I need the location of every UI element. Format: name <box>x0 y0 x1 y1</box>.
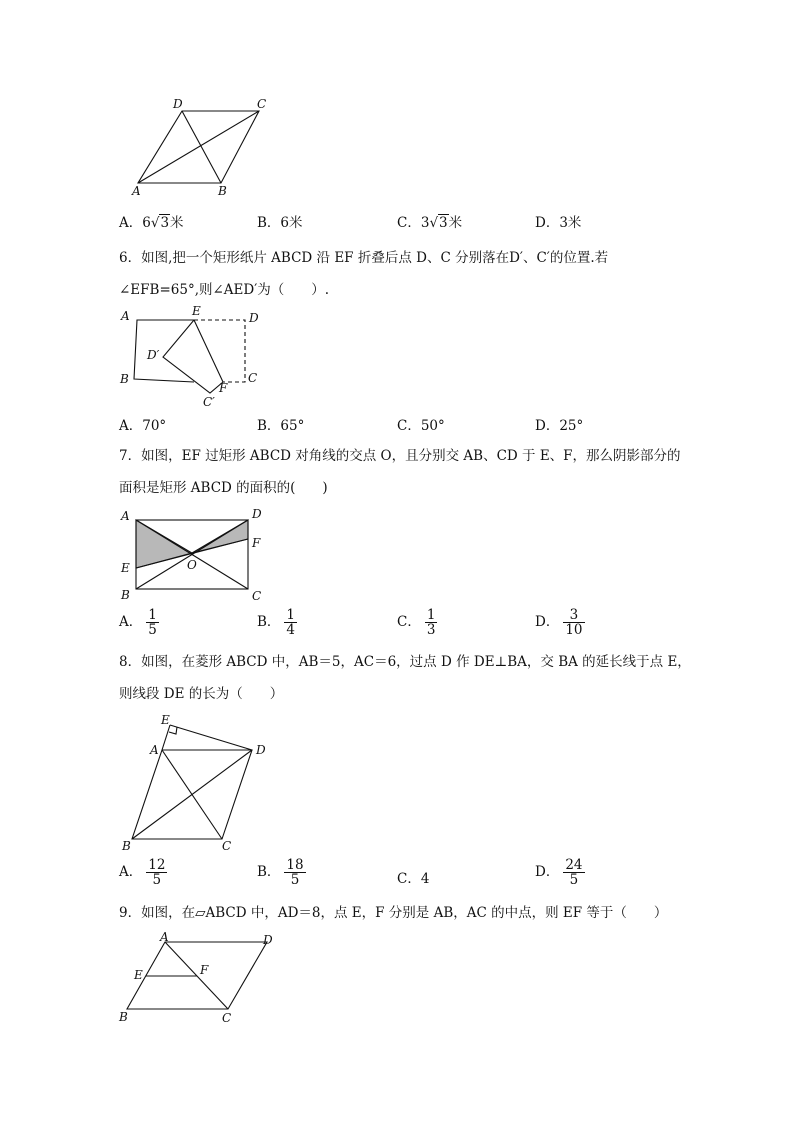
q8-segment-de <box>170 725 252 750</box>
q8-label-e: E <box>161 713 170 727</box>
q5-diagonal-bd <box>182 111 221 183</box>
q5-option-b[interactable] <box>257 211 303 231</box>
q6-label-d: D <box>249 311 259 325</box>
q8-option-c-letter: C． <box>397 871 421 887</box>
q7-label-a: A <box>121 509 130 523</box>
q9-figure <box>115 930 285 1030</box>
q6-left-edge <box>134 320 194 382</box>
q8-option-a-fraction: $\frac{12}{5}$ <box>148 857 166 888</box>
q6-option-a-text: 70° <box>142 418 167 434</box>
q7-text-line1: 7．如图，EF 过矩形 ABCD 对角线的交点 O，且分别交 AB、CD 于 E、F，那么阴影部分的 <box>119 448 681 464</box>
q5-option-a-sqrt: √3 <box>150 215 170 231</box>
q6-option-b-text: 65° <box>280 418 305 434</box>
q5-option-a-coef: 6 <box>142 215 151 231</box>
q7-option-b[interactable] <box>257 608 297 637</box>
q8-right-angle-mark <box>169 727 177 734</box>
q7-option-d-letter: D． <box>535 614 560 630</box>
q8-option-a[interactable] <box>119 858 167 887</box>
q7-text-line2: 面积是矩形 ABCD 的面积的( ) <box>119 480 328 496</box>
q6-label-c-prime: C′ <box>203 395 215 409</box>
q8-label-c: C <box>222 839 232 853</box>
q5-diagonal-ac <box>138 111 259 183</box>
q7-option-a-fraction: $\frac{1}{5}$ <box>148 607 157 638</box>
q7-figure <box>115 505 275 605</box>
q9-label-a: A <box>160 930 169 944</box>
q7-label-e: E <box>121 561 130 575</box>
q8-diagonal-bd <box>132 750 252 839</box>
q8-option-c[interactable] <box>397 867 429 887</box>
q6-dashed-original <box>194 320 245 382</box>
q5-option-c-coef: 3 <box>420 215 430 231</box>
q5-option-c[interactable] <box>397 211 462 231</box>
q7-option-b-letter: B． <box>257 614 281 630</box>
q7-option-b-fraction: $\frac{1}{4}$ <box>286 607 296 638</box>
q8-label-a: A <box>150 743 159 757</box>
q6-option-a[interactable] <box>119 414 166 434</box>
q6-label-d-prime: D′ <box>147 348 160 362</box>
q5-option-b-letter: B． <box>257 215 281 231</box>
q8-label-b: B <box>122 839 131 853</box>
q8-option-d[interactable] <box>535 858 585 887</box>
q7-option-a[interactable] <box>119 608 159 637</box>
q7-option-d-fraction: $\frac{3}{10}$ <box>565 607 583 638</box>
q7-label-c: C <box>252 589 262 603</box>
q8-text-line1: 8．如图，在菱形 ABCD 中，AB＝5，AC＝6，过点 D 作 DE⊥BA，交 BA 的延长线于点 E， <box>119 654 691 670</box>
q5-option-c-letter: C． <box>397 215 421 231</box>
q5-label-c: C <box>257 97 267 111</box>
q5-option-b-text: 6米 <box>280 215 303 231</box>
q5-option-c-sqrt: √3 <box>429 215 448 231</box>
q5-option-c-unit: 米 <box>448 215 463 231</box>
q8-option-b-letter: B． <box>257 864 281 880</box>
q6-option-c-text: 50° <box>420 418 445 434</box>
q6-label-c: C <box>248 371 258 385</box>
q7-label-o: O <box>187 558 197 572</box>
q6-label-e: E <box>192 304 201 318</box>
q6-fold-ef <box>194 320 223 382</box>
q6-label-f: F <box>219 381 228 395</box>
q6-option-d-letter: D． <box>535 418 560 434</box>
q6-text-line1: 6．如图,把一个矩形纸片 ABCD 沿 EF 折叠后点 D、C 分别落在D′、C′的位置.若 <box>119 250 609 266</box>
q9-label-e: E <box>134 968 143 982</box>
q7-label-d: D <box>252 507 262 521</box>
q6-option-d-text: 25° <box>559 418 584 434</box>
q6-label-b: B <box>120 372 129 386</box>
q7-option-d[interactable] <box>535 608 585 637</box>
q9-label-b: B <box>119 1010 128 1024</box>
q7-label-b: B <box>121 588 130 602</box>
q9-label-c: C <box>222 1011 232 1025</box>
q8-option-a-letter: A． <box>119 864 143 880</box>
q7-option-c[interactable] <box>397 608 437 637</box>
q9-label-f: F <box>200 963 209 977</box>
q6-figure <box>115 300 275 415</box>
q8-figure <box>115 708 280 858</box>
q6-option-a-letter: A． <box>119 418 143 434</box>
q8-option-c-text: 4 <box>420 871 430 887</box>
q8-option-d-letter: D． <box>535 864 560 880</box>
q6-text-line2: ∠EFB=65°,则∠AED′为（ ）. <box>119 282 330 298</box>
q7-option-c-fraction: $\frac{1}{3}$ <box>426 607 436 638</box>
q8-option-b[interactable] <box>257 858 306 887</box>
q8-option-b-fraction: $\frac{18}{5}$ <box>286 857 304 888</box>
q5-option-d[interactable] <box>535 211 581 231</box>
q5-option-a-unit: 米 <box>170 215 184 231</box>
q8-extension-ae <box>162 725 170 750</box>
q8-text-line2: 则线段 DE 的长为（ ） <box>119 686 284 702</box>
q6-label-a: A <box>121 309 130 323</box>
q7-label-f: F <box>252 536 261 550</box>
q5-figure <box>125 95 285 200</box>
q7-option-c-letter: C． <box>397 614 421 630</box>
q8-option-d-fraction: $\frac{24}{5}$ <box>565 857 583 888</box>
q6-option-c[interactable] <box>397 414 445 434</box>
q5-option-a[interactable] <box>119 211 184 231</box>
q9-text-line1: 9．如图，在▱ABCD 中，AD＝8，点 E，F 分别是 AB，AC 的中点，则 EF 等于（ ） <box>119 905 668 921</box>
q6-option-b[interactable] <box>257 414 304 434</box>
q5-label-b: B <box>218 184 227 198</box>
q5-label-a: A <box>132 184 141 198</box>
q6-option-b-letter: B． <box>257 418 281 434</box>
q5-option-d-text: 3米 <box>559 215 582 231</box>
q7-option-a-letter: A． <box>119 614 143 630</box>
q5-label-d: D <box>173 97 183 111</box>
q6-option-c-letter: C． <box>397 418 421 434</box>
q6-option-d[interactable] <box>535 414 583 434</box>
q5-option-a-letter: A． <box>119 215 143 231</box>
q5-option-d-letter: D． <box>535 215 560 231</box>
q9-label-d: D <box>263 933 273 947</box>
q8-label-d: D <box>256 743 266 757</box>
